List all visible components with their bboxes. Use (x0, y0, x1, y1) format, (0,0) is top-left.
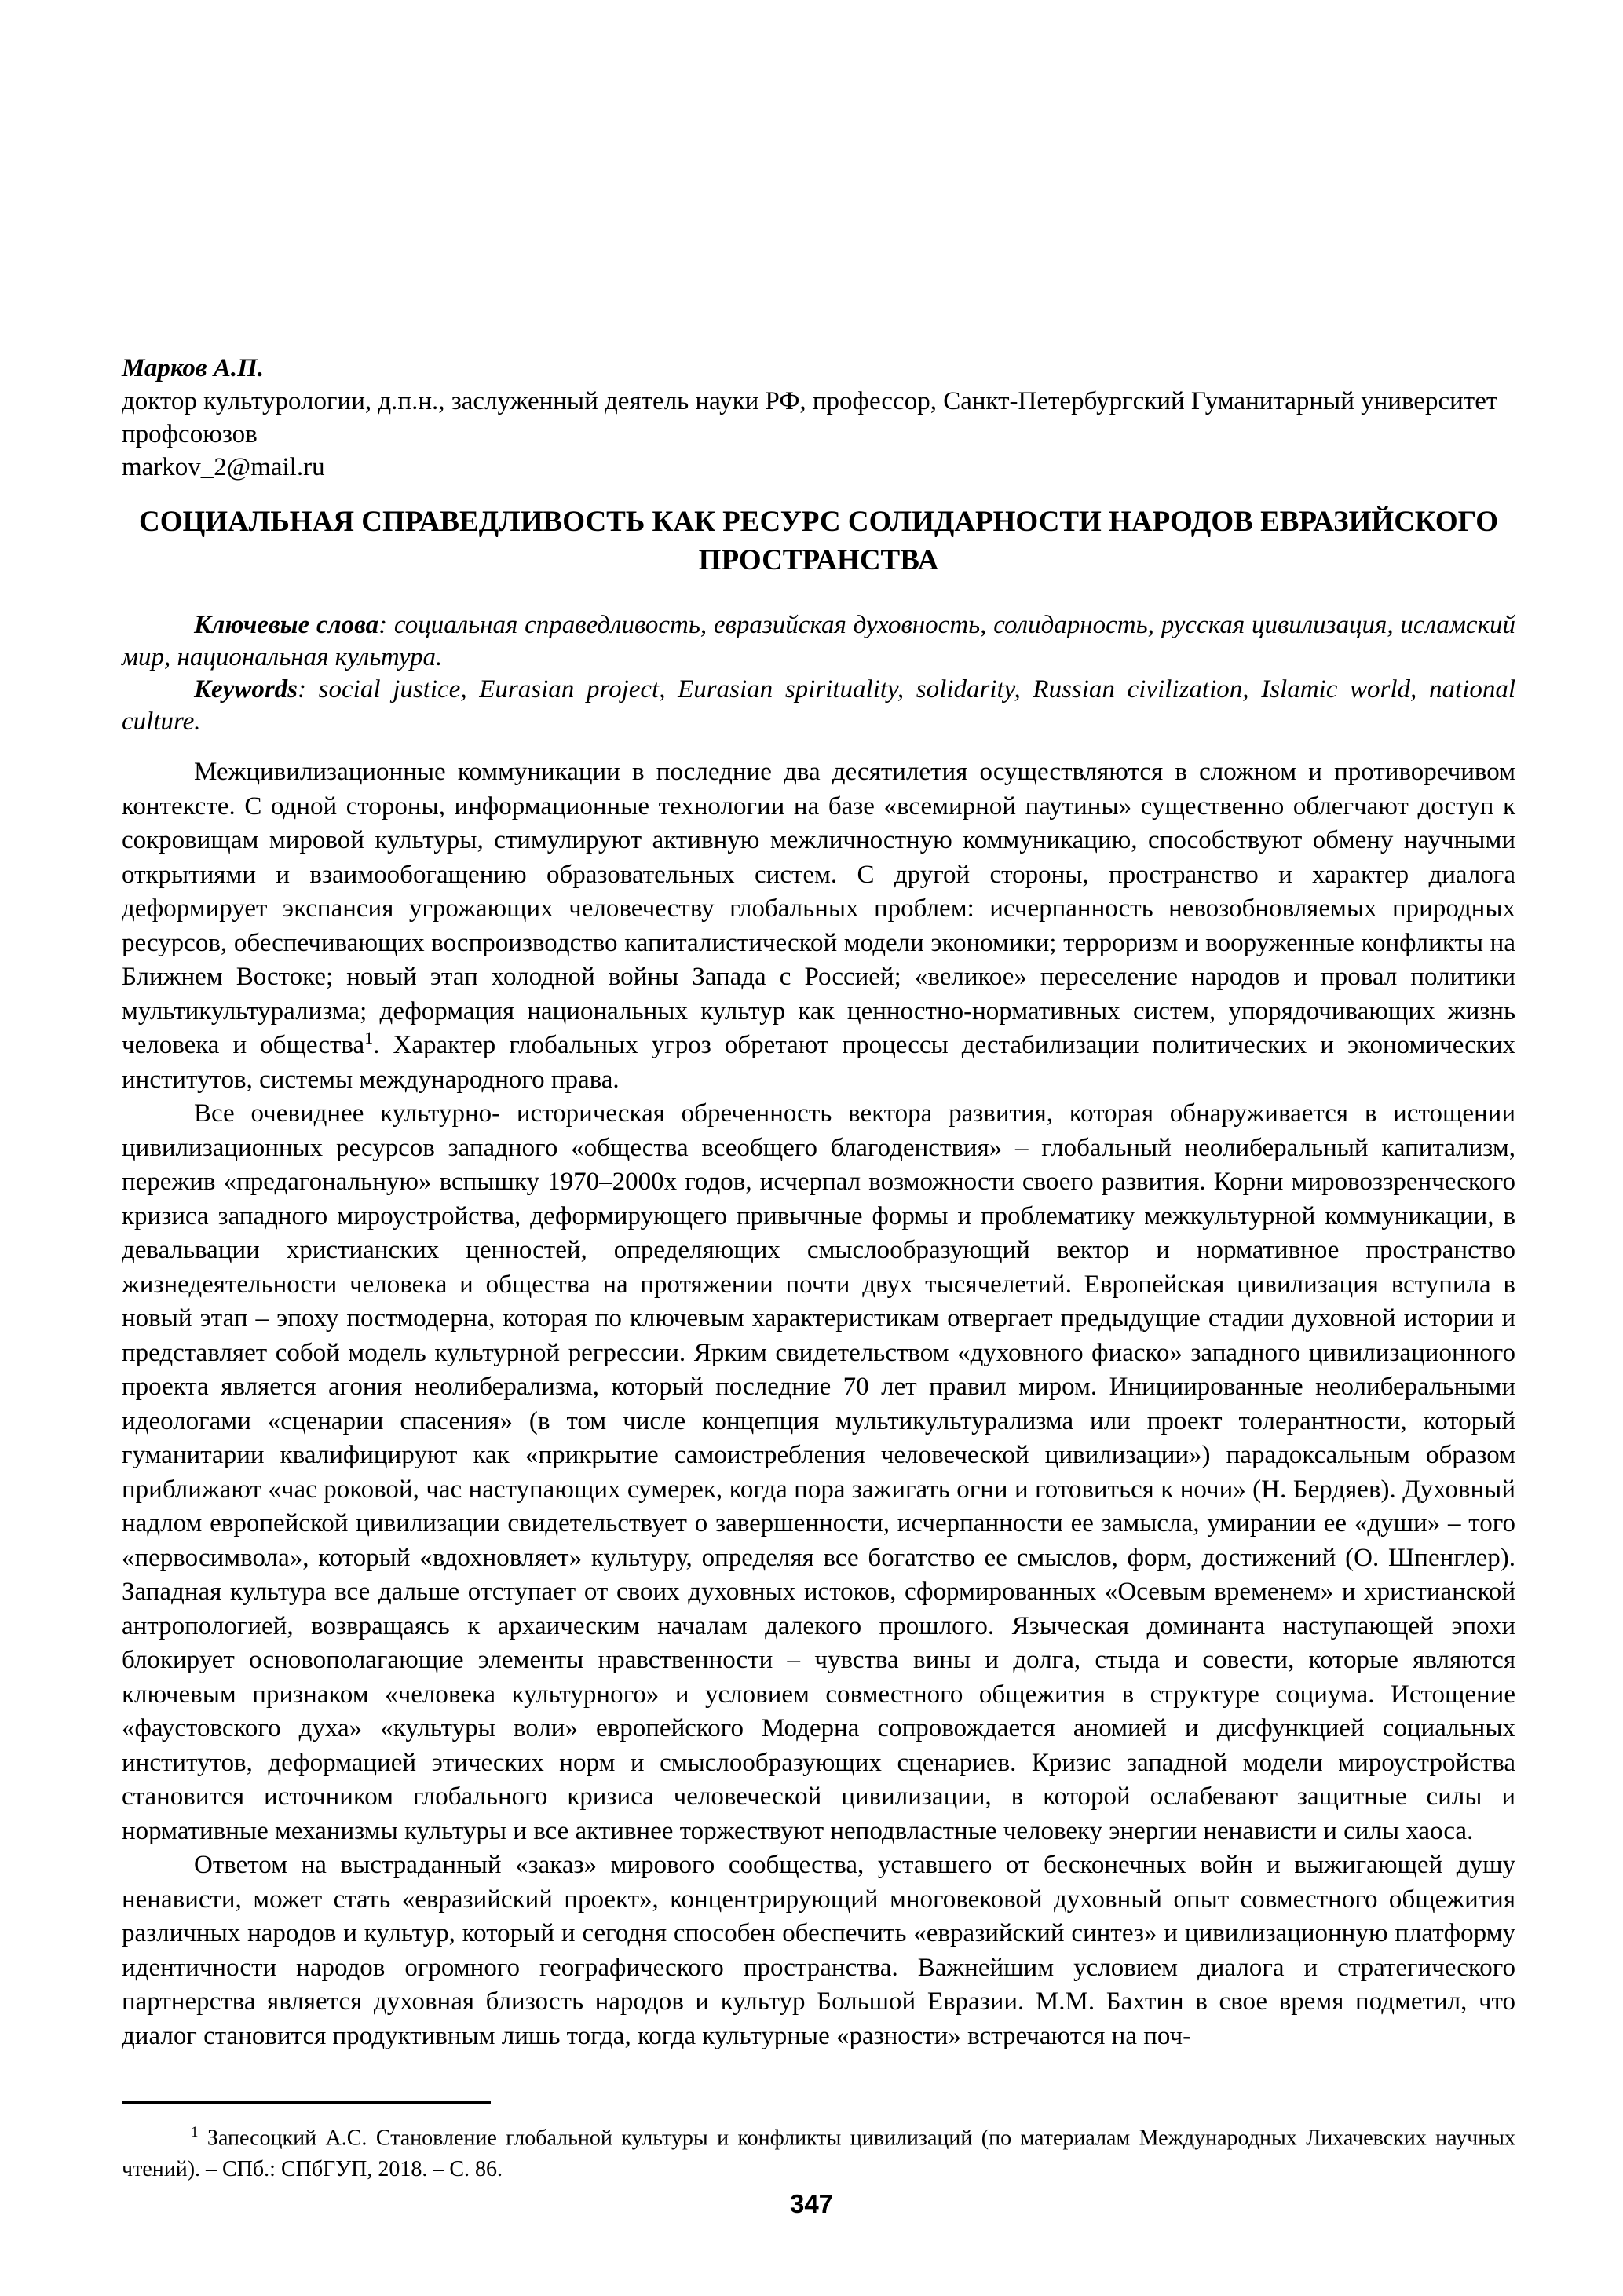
footnote-1 (122, 2117, 1515, 2185)
footnote-separator-line (122, 2101, 491, 2104)
keywords-russian-list: : социальная справедливость, евразийская духовность, солидарность, русская цивилизация, исламский мир, национальная культура. (122, 611, 1516, 671)
paragraph-2: Все очевиднее культурно- историческая обреченность вектора развития, которая обнаруживается в истощении цивилизационных ресурсов западного «общества всеобщего благоденствия» – глобальный неолиберальный капитализм, пережив «предагональную» вспышку 1970–2000х годов, исчерпал возможности своего развития. Корни мировоззренческого кризиса западного мироустройства, деформирующего привычные формы и проблематику межкультурной коммуникации, в девальвации христианских ценностей, определяющих смыслообразующий вектор и нормативное пространство жизнедеятельности человека и общества на протяжении почти двух тысячелетий. Европейская цивилизация вступила в новый этап – эпоху постмодерна, которая по ключевым характеристикам отвергает предыдущие стадии духовной истории и представляет собой модель культурной регрессии. Ярким свидетельством «духовного фиаско» западного цивилизационного проекта является агония неолиберализма, который последние 70 лет правил миром. Инициированные неолиберальными идеологами «сценарии спасения» (в том числе концепция мультикультурализма или проект толерантности, который гуманитарии квалифицируют как «прикрытие самоистребления человеческой цивилизации») парадоксальным образом приближают «час роковой, час наступающих сумерек, когда пора зажигать огни и готовиться к ночи» (Н. Бердяев). Духовный надлом европейской цивилизации свидетельствует о завершенности, исчерпанности ее замысла, умирании ее «души» – того «первосимвола», который «вдохновляет» культуру, определяя все богатство ее смыслов, форм, достижений (О. Шпенглер). Западная культура все дальше отступает от своих духовных истоков, сформированных «Осевым временем» и христианской антропологией, возвращаясь к архаическим началам далекого прошлого. Языческая доминанта наступающей эпохи блокирует основополагающие элементы нравственности – чувства вины и долга, стыда и совести, которые являются ключевым признаком «человека культурного» и условием совместного общежития в структуре социума. Истощение «фаустовского духа» «культуры воли» европейского Модерна сопровождается аномией и дисфункцией социальных институтов, деформацией этических норм и смыслообразующих сценариев. Кризис западной модели мироустройства становится источником глобального кризиса человеческой цивилизации, в которой ослабевают защитные силы и нормативные механизмы культуры и все активнее торжествуют неподвластные человеку энергии ненависти и силы хаоса. (122, 1099, 1515, 1845)
text-block (122, 352, 1515, 2053)
author-name: Марков А.П. (122, 354, 265, 382)
keywords-english (122, 674, 1515, 738)
footnote-area (122, 2101, 1515, 2185)
footnote-1-marker: 1 (191, 2124, 199, 2141)
keywords-russian-label: Ключевые слова (194, 611, 379, 639)
paragraph-1 (122, 755, 1515, 1097)
keywords-english-label: Keywords (194, 675, 298, 704)
paragraph-3: Ответом на выстраданный «заказ» мирового сообщества, уставшего от бесконечных войн и выжигающей душу ненависти, может стать «евразийский проект», концентрирующий многовековой духовный опыт совместного общежития различных народов и культур, который и сегодня способен обеспечить «евразийский синтез» и цивилизационную платформу идентичности народов огромного географического пространства. Важнейшим условием диалога и стратегического партнерства является духовная близость народов и культур Большой Евразии. М.М. Бахтин в свое время подметил, что диалог становится продуктивным лишь тогда, когда культурные «разности» встречаются на поч- (122, 1851, 1515, 2050)
paragraph-1-text: Межцивилизационные коммуникации в последние два десятилетия осуществляются в сложном и противоречивом контексте. С одной стороны, информационные технологии на базе «всемирной паутины» существенно облегчают доступ к сокровищам мировой культуры, стимулируют активную межличностную коммуникацию, способствуют обмену научными открытиями и взаимообогащению образовательных систем. С другой стороны, пространство и характер диалога деформирует экспансия угрожающих человечеству глобальных проблем: исчерпанность невозобновляемых природных ресурсов, обеспечивающих воспроизводство капиталистической модели экономики; терроризм и вооруженные конфликты на Ближнем Востоке; новый этап холодной войны Запада с Россией; «великое» переселение народов и провал политики мультикультурализма; деформация национальных культур как ценностно-нормативных систем, упорядочивающих жизнь человека и общества (122, 758, 1515, 1059)
page-number: 347 (789, 2189, 834, 2218)
paper-title: СОЦИАЛЬНАЯ СПРАВЕДЛИВОСТЬ КАК РЕСУРС СОЛИДАРНОСТИ НАРОДОВ ЕВРАЗИЙСКОГО ПРОСТРАНСТВА (139, 506, 1498, 576)
keywords-russian (122, 609, 1515, 674)
author-email: markov_2@mail.ru (122, 453, 325, 481)
author-affiliation: доктор культурологии, д.п.н., заслуженный деятель науки РФ, профессор, Санкт-Петербургский Гуманитарный университет профсоюзов (122, 387, 1498, 448)
paragraph-1-text-after-reference: . Характер глобальных угроз обретают процессы дестабилизации политических и экономических институтов, системы международного права. (122, 1031, 1515, 1094)
footnote-reference-1: 1 (364, 1028, 374, 1047)
keywords-english-list: : social justice, Eurasian project, Eurasian spirituality, solidarity, Russian civilization, Islamic world, national culture. (122, 675, 1515, 736)
footnote-1-text: Запесоцкий А.С. Становление глобальной культуры и конфликты цивилизаций (по материалам Международных Лихачевских научных чтений). – СПб.: СПбГУП, 2018. – С. 86. (122, 2126, 1515, 2182)
